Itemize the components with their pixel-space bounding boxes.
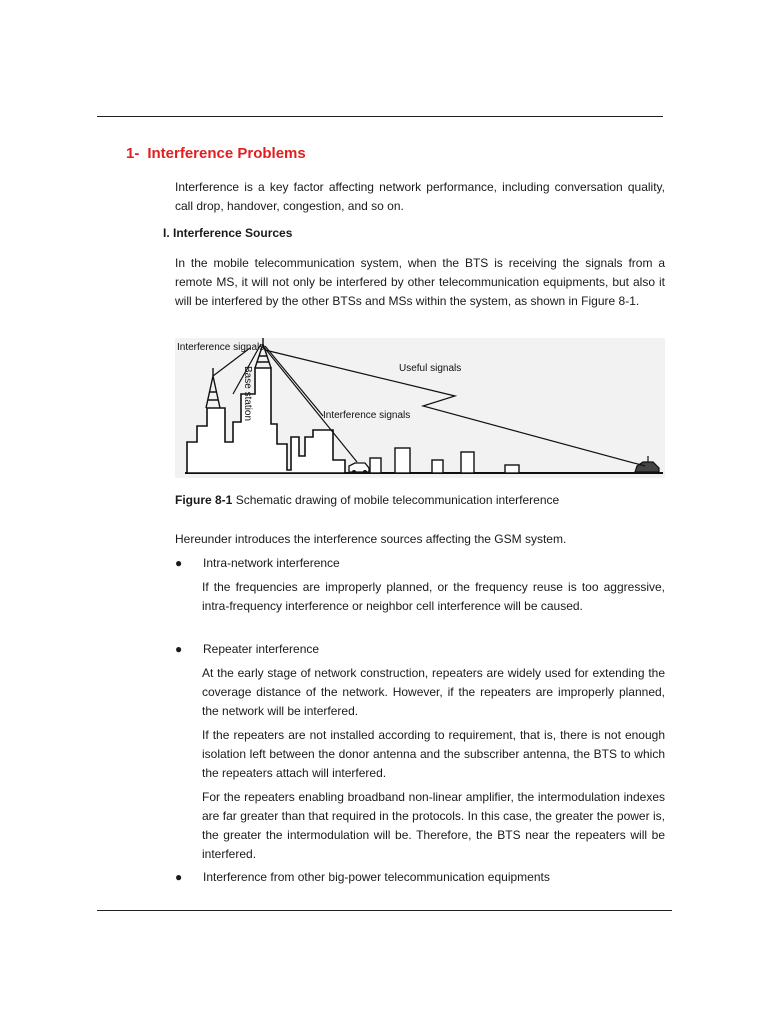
bullet-item [175,868,550,887]
bullet-item [175,640,319,659]
interference-figure [175,338,665,478]
section-heading [126,145,306,162]
sources-paragraph: In the mobile telecommunication system, when the BTS is receiving the signals from a remote MS, it will not only be interfered by other telecommunication equipments, but also it will be interfered by the other BTSs and MSs within the system, as shown in Figure 8-1. [175,256,665,308]
wheel-icon [352,470,356,474]
label-base-station: Base station [242,366,253,422]
caption-text: Schematic drawing of mobile telecommunication interference [235,493,560,507]
hereunder-paragraph: Hereunder introduces the interference sources affecting the GSM system. [175,532,567,546]
label-interference-mid: Interference signals [323,410,411,421]
bullet-title: Interference from other big-power telecommunication equipments [203,870,550,884]
bullet-title: Repeater interference [203,642,320,656]
building-small [395,448,410,473]
bottom-rule [97,910,672,911]
building-small [505,465,519,473]
section-title: Interference Problems [147,145,306,162]
building-small [370,458,381,473]
subsection-heading: I. Interference Sources [163,226,293,240]
caption-label: Figure 8-1 [175,493,233,507]
bullet-icon: ● [175,870,183,884]
top-rule [97,116,663,117]
bullet-body: At the early stage of network construction, repeaters are widely used for extending the coverage distance of the network. However, if the repeaters are improperly planned, the network will be interfered. If the repeaters are not installed according to requirement, that is, there is not enough isolation left between the donor antenna and the subscriber antenna, the BTS to which the repeaters attach will interfered. For the repeaters enabling broadband non-linear amplifier, the intermodulation indexes are far greater than that required in the protocols. In this case, the greater the power is, the greater the intermodulation will be. Therefore, the BTS near the repeaters will be interfered. [202,666,665,861]
building-small [461,452,474,473]
bullet-body: If the frequencies are improperly planned, or the frequency reuse is too aggressive, intra-frequency interference or neighbor cell interference will be caused. [202,580,665,613]
label-useful-signals: Useful signals [399,363,462,374]
building-small [432,460,443,473]
section-number: 1- [126,145,140,162]
intro-paragraph: Interference is a key factor affecting network performance, including conversation quality, call drop, handover, congestion, and so on. [175,180,665,213]
figure-caption [175,491,559,510]
label-interference-top: Interference signals [177,342,265,353]
bullet-item [175,554,340,573]
wheel-icon [363,470,367,474]
bullet-title: Intra-network interference [203,556,340,570]
bullet-icon: ● [175,556,183,570]
bullet-icon: ● [175,642,183,656]
